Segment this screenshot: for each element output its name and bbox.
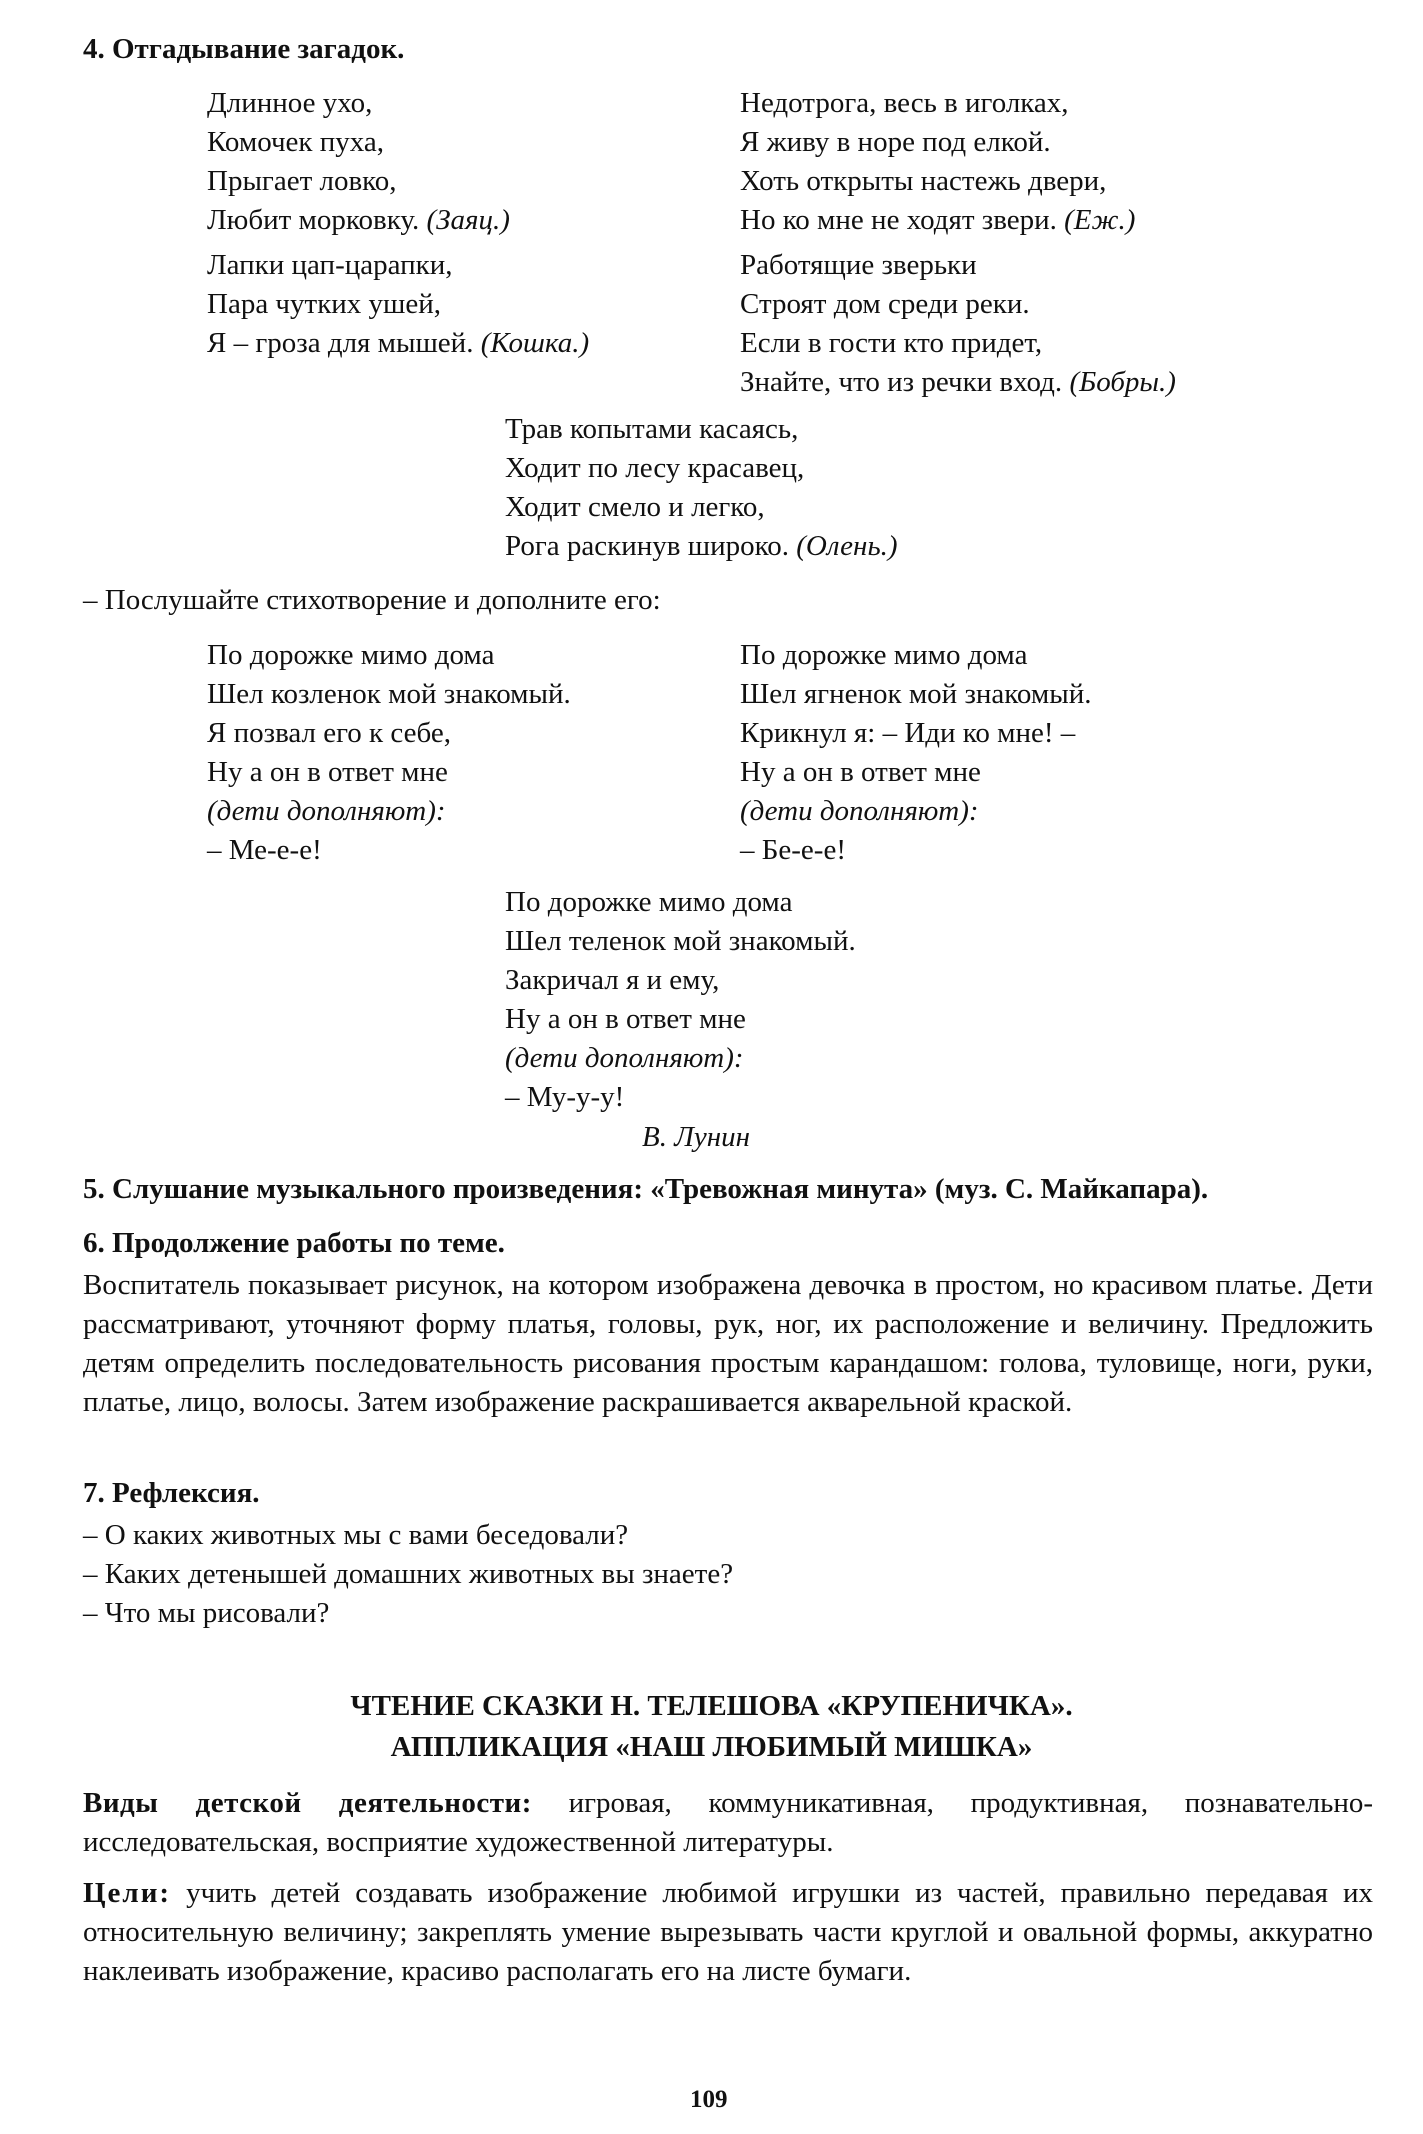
riddle-line: Ходит по лесу красавец, [505,452,805,484]
riddle-line: Я живу в норе под елкой. [740,126,1051,158]
poem-reply: – Му-у-у! [505,1081,625,1113]
riddle-answer: (Бобры.) [1069,366,1176,398]
riddle-line: Прыгает ловко, [207,165,397,197]
riddle-line: Трав копытами касаясь, [505,413,799,445]
riddle-line: Я – гроза для мышей. [207,327,474,359]
poem-note: (дети дополняют): [207,795,446,827]
section-4-heading: 4. Отгадывание загадок. [83,33,405,65]
riddle-line: Недотрога, весь в иголках, [740,87,1069,119]
riddle-line: Длинное ухо, [207,87,373,119]
lesson-activities [83,1784,1373,1862]
riddle-deer [505,410,898,566]
riddle-line: Пара чутких ушей, [207,288,442,320]
lesson-goals [83,1874,1373,1991]
goals-text: учить детей создавать изображение любимой игрушки из частей, правильно передавая их относительную величину; закреплять умение вырезывать части круглой и овальной формы, аккуратно наклеивать изображение, красиво располагать его на листе бумаги. [83,1877,1373,1987]
reflection-question: – О каких животных мы с вами беседовали? [83,1519,629,1551]
riddle-answer: (Олень.) [796,530,898,562]
riddle-line: Если в гости кто придет, [740,327,1043,359]
riddle-line: Ходит смело и легко, [505,491,765,523]
poem-instruction: – Послушайте стихотворение и дополните его: [83,584,661,616]
poem-line: Ну а он в ответ мне [505,1003,746,1035]
riddle-line: Хоть открыты настежь двери, [740,165,1107,197]
lesson-title [0,1686,1423,1768]
poem-line: По дорожке мимо дома [740,639,1028,671]
poem-line: По дорожке мимо дома [207,639,495,671]
page-number: 109 [690,2086,728,2113]
section-6-heading: 6. Продолжение работы по теме. [83,1227,505,1259]
poem-line: Ну а он в ответ мне [207,756,448,788]
riddle-line: Строят дом среди реки. [740,288,1030,320]
poem-reply: – Ме-е-е! [207,834,322,866]
lesson-title-line-1: ЧТЕНИЕ СКАЗКИ Н. ТЕЛЕШОВА «КРУПЕНИЧКА». [350,1690,1073,1722]
poem-line: Шел козленок мой знакомый. [207,678,571,710]
riddle-answer: (Заяц.) [426,204,510,236]
riddle-answer: (Кошка.) [480,327,590,359]
riddle-line: Но ко мне не ходят звери. [740,204,1057,236]
riddle-line: Знайте, что из речки вход. [740,366,1063,398]
poem-line: Я позвал его к себе, [207,717,451,749]
riddle-line: Любит морковку. [207,204,420,236]
poem-note: (дети дополняют): [505,1042,744,1074]
activities-text: игровая, коммуникативная, продуктивная, познавательно-исследовательская, восприятие художественной литературы. [83,1787,1373,1858]
poem-lamb [740,636,1091,870]
poem-line: Шел ягненок мой знакомый. [740,678,1092,710]
riddle-cat [207,246,589,363]
section-5-heading: 5. Слушание музыкального произведения: «Тревожная минута» (муз. С. Майкапара). [83,1173,1209,1205]
poem-line: Крикнул я: – Иди ко мне! – [740,717,1076,749]
poem-kid-goat [207,636,571,870]
poem-line: Шел теленок мой знакомый. [505,925,856,957]
goals-label: Цели: [83,1877,172,1909]
poem-line: Ну а он в ответ мне [740,756,981,788]
riddle-answer: (Еж.) [1064,204,1136,236]
reflection-question: – Каких детенышей домашних животных вы знаете? [83,1558,734,1590]
section-6-paragraph: Воспитатель показывает рисунок, на котором изображена девочка в простом, но красивом платье. Дети рассматривают, уточняют форму платья, головы, рук, ног, их расположение и величину. Предложить детям определить последовательность рисования простым карандашом: голова, туловище, ноги, руки, платье, лицо, волосы. Затем изображение раскрашивается акварельной краской. [83,1269,1373,1418]
reflection-question: – Что мы рисовали? [83,1597,330,1629]
poem-line: Закричал я и ему, [505,964,720,996]
lesson-title-line-2: АППЛИКАЦИЯ «НАШ ЛЮБИМЫЙ МИШКА» [390,1731,1033,1763]
riddle-line: Рога раскинув широко. [505,530,789,562]
riddle-hare [207,84,510,240]
section-7-heading: 7. Рефлексия. [83,1477,260,1509]
riddle-hedgehog [740,84,1135,240]
poem-note: (дети дополняют): [740,795,979,827]
poem-calf [505,883,856,1117]
poem-author: В. Лунин [642,1121,750,1153]
riddle-line: Лапки цап-царапки, [207,249,453,281]
riddle-line: Работящие зверьки [740,249,977,281]
riddle-line: Комочек пуха, [207,126,385,158]
poem-reply: – Бе-е-е! [740,834,846,866]
riddle-beavers [740,246,1176,402]
poem-line: По дорожке мимо дома [505,886,793,918]
activities-label: Виды детской деятельности: [83,1787,532,1819]
reflection-questions [83,1516,733,1633]
